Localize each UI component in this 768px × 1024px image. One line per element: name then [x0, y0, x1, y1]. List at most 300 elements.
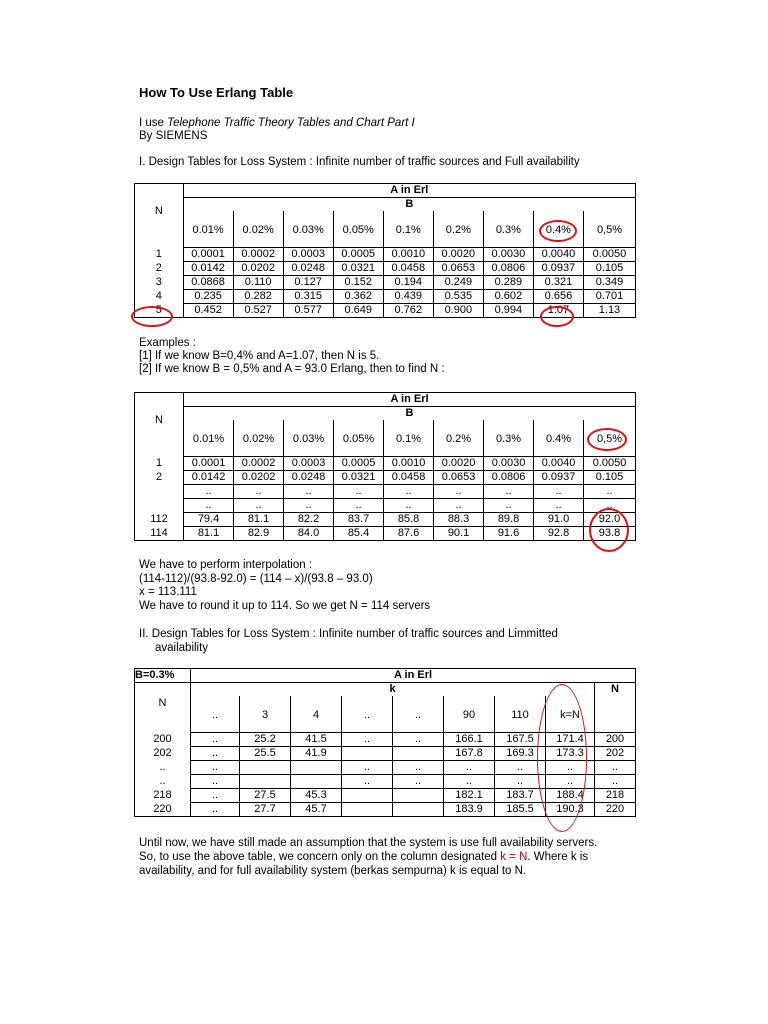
cell-value: 0.0458: [383, 262, 433, 276]
cell-value: ..: [334, 485, 384, 499]
cell-value: 82.9: [234, 527, 284, 541]
blank-cell: [233, 239, 283, 248]
cell-value: 169.3: [495, 747, 546, 761]
cell-value: [291, 775, 342, 789]
cell-value: 167.8: [444, 747, 495, 761]
column-separator: [184, 420, 234, 430]
cell-value: ..: [191, 761, 240, 775]
cell-value: 0.0202: [234, 471, 284, 485]
column-separator: [433, 211, 483, 221]
cell-value: 92.0: [584, 513, 636, 527]
cell-value: 0.0020: [433, 248, 483, 262]
cell-value: 0.194: [383, 276, 433, 290]
blank-cell: [183, 239, 233, 248]
closing-line-3: availability, and for full availability system (berkas sempurna) k is equal to N.: [139, 865, 527, 877]
interpolation-intro: We have to perform interpolation :: [139, 559, 313, 571]
cell-value: 41.9: [291, 747, 342, 761]
cell-value: ..: [384, 499, 434, 513]
closing-line-1: Until now, we have still made an assumption that the system is use full availability servers.: [139, 837, 598, 849]
cell-value: 27.7: [240, 803, 291, 817]
cell-value: 0.0030: [483, 248, 533, 262]
cell-value: 0.0010: [384, 457, 434, 471]
n-header-cell: [135, 393, 184, 449]
highlight-circle-92-93: [589, 508, 629, 552]
column-header-b: 0.2%: [433, 221, 483, 239]
column-header-b: 0,5%: [583, 221, 635, 239]
cell-value: ..: [342, 761, 393, 775]
cell-value: 0.994: [483, 304, 533, 318]
b-header: B: [183, 198, 635, 212]
column-separator: [383, 211, 433, 221]
cell-value: 0.602: [483, 290, 533, 304]
cell-value: ..: [444, 775, 495, 789]
table-row: [135, 471, 636, 485]
column-header-b: 0.01%: [183, 221, 233, 239]
row-n-result: 200: [595, 733, 636, 747]
cell-value: 0.105: [583, 262, 635, 276]
blank-cell: [135, 724, 191, 733]
column-separator: [183, 211, 233, 221]
blank-cell: [234, 448, 284, 457]
blank-cell: [483, 239, 533, 248]
table-row: [135, 276, 636, 290]
cell-value: 0.0001: [184, 457, 234, 471]
cell-value: ..: [191, 803, 240, 817]
a-in-erl-header: A in Erl: [184, 393, 636, 407]
cell-value: [393, 803, 444, 817]
cell-value: 91.6: [484, 527, 534, 541]
cell-value: [240, 775, 291, 789]
cell-value: ..: [284, 499, 334, 513]
column-header-b: 0,5%: [584, 430, 636, 448]
column-separator: [234, 420, 284, 430]
a-in-erl-header: A in Erl: [191, 669, 636, 683]
cell-value: 82.2: [284, 513, 334, 527]
blank-cell: [291, 724, 342, 733]
column-header-b: 0.02%: [233, 221, 283, 239]
column-separator: [333, 211, 383, 221]
section-2-heading: II. Design Tables for Loss System : Infinite number of traffic sources and Limmitted: [139, 628, 558, 640]
table-row: [135, 290, 636, 304]
cell-value: 183.9: [444, 803, 495, 817]
cell-value: 0.0806: [484, 471, 534, 485]
column-header-b: 0.3%: [484, 430, 534, 448]
cell-value: 0.0002: [233, 248, 283, 262]
row-n-value: ..: [135, 761, 191, 775]
blank-cell: [595, 724, 636, 733]
column-header-k: 3: [240, 706, 291, 724]
row-n-value: 202: [135, 747, 191, 761]
cell-value: 0.0321: [333, 262, 383, 276]
blank-cell: [342, 724, 393, 733]
n-header-cell: [135, 184, 184, 240]
blank-cell: [433, 239, 483, 248]
cell-value: 0.0003: [284, 457, 334, 471]
cell-value: 0.0020: [434, 457, 484, 471]
n-header-cell: [135, 683, 191, 725]
blank-cell: [383, 239, 433, 248]
cell-value: 0.0050: [584, 457, 636, 471]
cell-value: ..: [546, 775, 595, 789]
cell-value: 0.110: [233, 276, 283, 290]
column-header-b: 0.2%: [434, 430, 484, 448]
cell-value: 0.0002: [234, 457, 284, 471]
closing-line-2: [139, 850, 588, 864]
cell-value: ..: [234, 499, 284, 513]
column-header-b: 0.4%: [534, 430, 584, 448]
cell-value: 89.8: [484, 513, 534, 527]
cell-value: 0.235: [183, 290, 233, 304]
a-in-erl-header: A in Erl: [183, 184, 635, 198]
cell-value: 0.900: [433, 304, 483, 318]
cell-value: ..: [184, 499, 234, 513]
cell-value: 1.13: [583, 304, 635, 318]
interpolation-formula: (114-112)/(93.8-92.0) = (114 – x)/(93.8 – 93.0): [139, 573, 373, 585]
cell-value: 25.5: [240, 747, 291, 761]
interpolation-result: x = 113.111: [139, 586, 197, 598]
cell-value: 1.07: [533, 304, 583, 318]
table-row: [135, 262, 636, 276]
cell-value: 85.4: [334, 527, 384, 541]
k-equals-n-highlight: k = N: [500, 851, 528, 863]
table-row: [135, 248, 636, 262]
example-2: [2] If we know B = 0,5% and A = 93.0 Erlang, then to find N :: [139, 363, 445, 375]
column-separator: [444, 696, 495, 706]
column-header-b: 0.01%: [184, 430, 234, 448]
row-n-value: [135, 499, 184, 513]
cell-value: 0.535: [433, 290, 483, 304]
column-header-b: 0.4%: [533, 221, 583, 239]
cell-value: ..: [434, 499, 484, 513]
table-row: [135, 513, 636, 527]
erlang-table-full-availability: [134, 183, 636, 318]
cell-value: ..: [434, 485, 484, 499]
cell-value: 93.8: [584, 527, 636, 541]
cell-value: 90.1: [434, 527, 484, 541]
cell-value: 0.0248: [284, 471, 334, 485]
row-n-result: 220: [595, 803, 636, 817]
row-n-value: 2: [135, 471, 184, 485]
cell-value: 188.4: [546, 789, 595, 803]
cell-value: [393, 789, 444, 803]
column-separator: [534, 420, 584, 430]
row-n-value: 3: [135, 276, 184, 290]
example-1: [1] If we know B=0,4% and A=1.07, then N is 5.: [139, 350, 380, 362]
row-n-result: 218: [595, 789, 636, 803]
cell-value: 0.0005: [333, 248, 383, 262]
cell-value: 0.0937: [534, 471, 584, 485]
column-separator: [484, 420, 534, 430]
cell-value: 0.0005: [334, 457, 384, 471]
closing-text-end: . Where k is: [527, 851, 589, 863]
cell-value: ..: [393, 775, 444, 789]
cell-value: 92.8: [534, 527, 584, 541]
cell-value: 0.452: [183, 304, 233, 318]
cell-value: 0.0458: [384, 471, 434, 485]
cell-value: ..: [484, 499, 534, 513]
cell-value: 185.5: [495, 803, 546, 817]
page-title: How To Use Erlang Table: [139, 85, 294, 100]
column-separator: [284, 420, 334, 430]
cell-value: ..: [584, 499, 636, 513]
cell-value: ..: [284, 485, 334, 499]
interpolation-conclusion: We have to round it up to 114. So we get N = 114 servers: [139, 600, 431, 612]
cell-value: 0.0001: [183, 248, 233, 262]
cell-value: 0.577: [283, 304, 333, 318]
cell-value: 0.321: [533, 276, 583, 290]
cell-value: 0.315: [283, 290, 333, 304]
cell-value: ..: [534, 499, 584, 513]
blank-cell: [184, 448, 234, 457]
row-n-value: 4: [135, 290, 184, 304]
cell-value: 0.0868: [183, 276, 233, 290]
blank-cell: [135, 448, 184, 457]
cell-value: 0.0653: [434, 471, 484, 485]
n-label: N: [154, 205, 163, 217]
cell-value: 79.4: [184, 513, 234, 527]
highlight-circle-0-5-percent: [587, 428, 627, 451]
column-header-k: 90: [444, 706, 495, 724]
row-n-value: ..: [135, 775, 191, 789]
row-n-value: 114: [135, 527, 184, 541]
cell-value: ..: [342, 733, 393, 747]
cell-value: 0.0142: [184, 471, 234, 485]
cell-value: 0.0030: [484, 457, 534, 471]
row-n-value: 218: [135, 789, 191, 803]
cell-value: 0.0003: [283, 248, 333, 262]
cell-value: 0.439: [383, 290, 433, 304]
column-header-b: 0.02%: [234, 430, 284, 448]
cell-value: 190.3: [546, 803, 595, 817]
blank-cell: [384, 448, 434, 457]
column-separator: [583, 211, 635, 221]
blank-cell: [283, 239, 333, 248]
cell-value: 183.7: [495, 789, 546, 803]
cell-value: 0.289: [483, 276, 533, 290]
cell-value: [342, 789, 393, 803]
column-header-b: 0.1%: [383, 221, 433, 239]
cell-value: ..: [546, 761, 595, 775]
row-n-value: 200: [135, 733, 191, 747]
column-separator: [595, 696, 636, 706]
k-header: k: [191, 683, 595, 697]
cell-value: 84.0: [284, 527, 334, 541]
reference-author: By SIEMENS: [139, 130, 208, 142]
table-row: [135, 457, 636, 471]
cell-value: [291, 761, 342, 775]
cell-value: 173.3: [546, 747, 595, 761]
cell-value: ..: [191, 775, 240, 789]
cell-value: 167.5: [495, 733, 546, 747]
cell-value: 0.105: [584, 471, 636, 485]
cell-value: ..: [334, 499, 384, 513]
examples-label: Examples :: [139, 337, 196, 349]
cell-value: ..: [484, 485, 534, 499]
row-n-value: 1: [135, 248, 184, 262]
cell-value: 0.127: [283, 276, 333, 290]
ref-prefix: I use: [139, 117, 168, 129]
column-header-b: 0.3%: [483, 221, 533, 239]
column-header-blank: [595, 706, 636, 724]
column-separator: [233, 211, 283, 221]
cell-value: 81.1: [234, 513, 284, 527]
blank-cell: [583, 239, 635, 248]
column-separator: [393, 696, 444, 706]
erlang-table-interpolation-example: [134, 392, 636, 541]
cell-value: ..: [534, 485, 584, 499]
cell-value: 0.0040: [533, 248, 583, 262]
cell-value: ..: [393, 761, 444, 775]
blank-cell: [534, 448, 584, 457]
n-label: N: [155, 414, 163, 426]
cell-value: ..: [191, 789, 240, 803]
column-header-k: 4: [291, 706, 342, 724]
row-n-result: 202: [595, 747, 636, 761]
row-n-value: 220: [135, 803, 191, 817]
cell-value: 0.0050: [583, 248, 635, 262]
row-n-result: ..: [595, 761, 636, 775]
column-header-k: k=N: [546, 706, 595, 724]
blank-cell: [135, 239, 184, 248]
highlight-oval-k-equals-n-column: [537, 684, 587, 832]
cell-value: [240, 761, 291, 775]
cell-value: 0.0142: [183, 262, 233, 276]
cell-value: 0.0321: [334, 471, 384, 485]
cell-value: 0.152: [333, 276, 383, 290]
cell-value: 27.5: [240, 789, 291, 803]
column-header-k: ..: [393, 706, 444, 724]
blank-cell: [334, 448, 384, 457]
blank-cell: [393, 724, 444, 733]
cell-value: 0.362: [333, 290, 383, 304]
column-separator: [334, 420, 384, 430]
row-n-value: 112: [135, 513, 184, 527]
column-separator: [384, 420, 434, 430]
b-header: B: [184, 407, 636, 421]
blank-cell: [444, 724, 495, 733]
cell-value: 166.1: [444, 733, 495, 747]
cell-value: 85.8: [384, 513, 434, 527]
cell-value: 171.4: [546, 733, 595, 747]
closing-text: So, to use the above table, we concern only on the column designated: [139, 851, 501, 863]
cell-value: 0.0806: [483, 262, 533, 276]
column-separator: [291, 696, 342, 706]
cell-value: ..: [495, 775, 546, 789]
cell-value: 0.349: [583, 276, 635, 290]
cell-value: 91.0: [534, 513, 584, 527]
cell-value: 0.656: [533, 290, 583, 304]
column-header-b: 0.03%: [284, 430, 334, 448]
blank-cell: [484, 448, 534, 457]
cell-value: 45.7: [291, 803, 342, 817]
ref-book-title: Telephone Traffic Theory Tables and Chart Part I: [167, 117, 415, 129]
n-label: N: [158, 697, 167, 709]
cell-value: ..: [191, 733, 240, 747]
table-row: [135, 499, 636, 513]
column-header-b: 0.05%: [333, 221, 383, 239]
highlight-circle-1-07: [540, 306, 574, 327]
cell-value: 0.0653: [433, 262, 483, 276]
cell-value: 81.1: [184, 527, 234, 541]
cell-value: ..: [444, 761, 495, 775]
cell-value: [393, 747, 444, 761]
b-percent-label: B=0.3%: [135, 669, 191, 683]
column-header-k: ..: [191, 706, 240, 724]
cell-value: ..: [191, 747, 240, 761]
row-n-value: 5: [135, 304, 184, 318]
blank-cell: [434, 448, 484, 457]
cell-value: ..: [584, 485, 636, 499]
row-n-value: 1: [135, 457, 184, 471]
cell-value: 0.249: [433, 276, 483, 290]
cell-value: 83.7: [334, 513, 384, 527]
column-separator: [342, 696, 393, 706]
column-separator: [240, 696, 291, 706]
column-header-b: 0.05%: [334, 430, 384, 448]
cell-value: ..: [234, 485, 284, 499]
cell-value: 25.2: [240, 733, 291, 747]
cell-value: 0.762: [383, 304, 433, 318]
cell-value: 0.649: [333, 304, 383, 318]
table-row: [135, 527, 636, 541]
table-row: [135, 485, 636, 499]
cell-value: [342, 747, 393, 761]
row-n-result: ..: [595, 775, 636, 789]
cell-value: ..: [393, 733, 444, 747]
column-header-b: 0.1%: [384, 430, 434, 448]
blank-cell: [191, 724, 240, 733]
cell-value: 182.1: [444, 789, 495, 803]
column-separator: [191, 696, 240, 706]
cell-value: ..: [495, 761, 546, 775]
blank-cell: [240, 724, 291, 733]
cell-value: ..: [384, 485, 434, 499]
cell-value: [342, 803, 393, 817]
blank-cell: [284, 448, 334, 457]
cell-value: 41.5: [291, 733, 342, 747]
cell-value: 0.0937: [533, 262, 583, 276]
column-separator: [283, 211, 333, 221]
highlight-circle-n-5: [131, 306, 173, 327]
section-1-heading: I. Design Tables for Loss System : Infinite number of traffic sources and Full availability: [139, 156, 580, 168]
blank-cell: [333, 239, 383, 248]
column-header-k: ..: [342, 706, 393, 724]
cell-value: 0.0040: [534, 457, 584, 471]
cell-value: ..: [342, 775, 393, 789]
cell-value: 0.0248: [283, 262, 333, 276]
cell-value: 0.527: [233, 304, 283, 318]
cell-value: 0.701: [583, 290, 635, 304]
cell-value: 87.6: [384, 527, 434, 541]
cell-value: 45.3: [291, 789, 342, 803]
cell-value: 0.282: [233, 290, 283, 304]
column-separator: [495, 696, 546, 706]
highlight-circle-0-4-percent: [539, 220, 577, 242]
row-n-value: 2: [135, 262, 184, 276]
cell-value: ..: [184, 485, 234, 499]
column-header-b: 0.03%: [283, 221, 333, 239]
cell-value: 0.0202: [233, 262, 283, 276]
section-2-heading-cont: availability: [155, 642, 209, 654]
row-n-value: [135, 485, 184, 499]
column-separator: [434, 420, 484, 430]
column-separator: [483, 211, 533, 221]
column-header-k: 110: [495, 706, 546, 724]
n-column-header: N: [595, 683, 636, 697]
cell-value: 0.0010: [383, 248, 433, 262]
cell-value: 88.3: [434, 513, 484, 527]
reference-line: [139, 116, 415, 130]
